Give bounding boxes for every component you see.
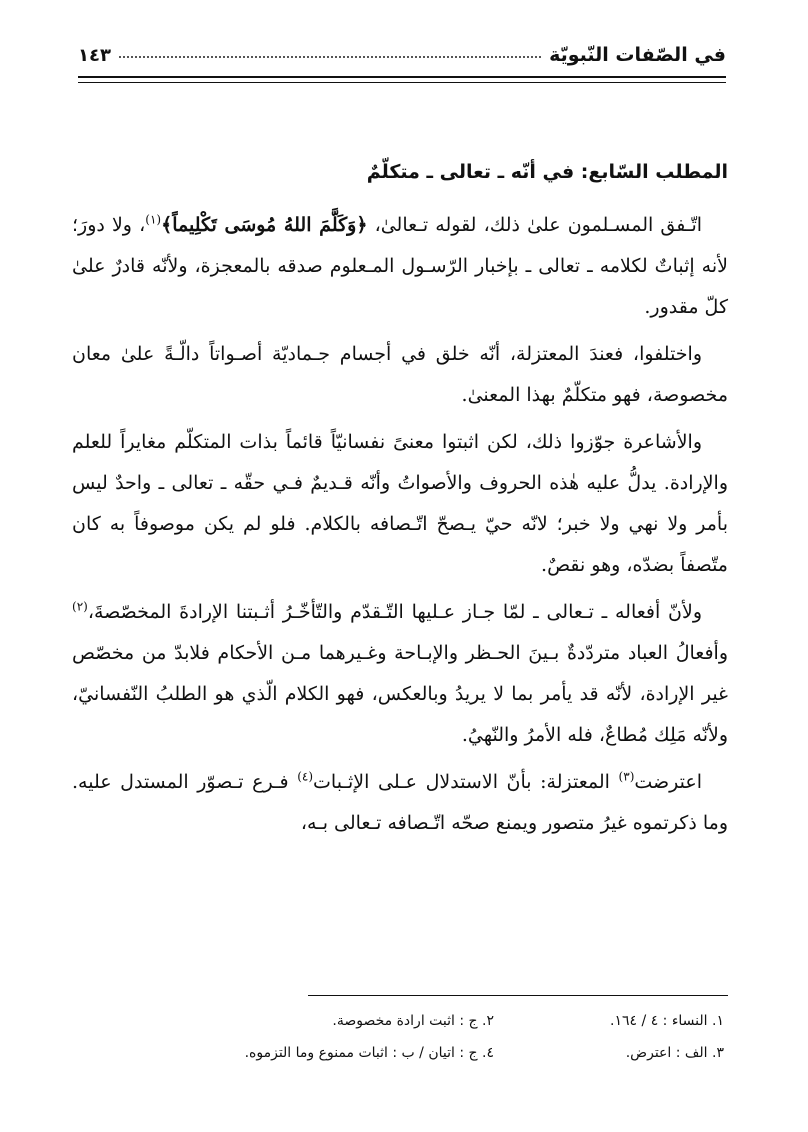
footnote-ref-1: (١) <box>145 212 162 227</box>
paragraph-3: والأشاعرة جوّزوا ذلك، لكن اثبتوا معنىً نفسانيّاً قائماً بذات المتكلّم مغايراً للعلم والإرادة. يدلُّ عليه هٰذه الحروف والأصواتُ وأنّه قـديمٌ فـي حقّه ـ تعالى ـ واحدٌ ليس بأمر ولا نهي ولا خبر؛ لانّه حيّ يـصحّ اتّـصافه بالكلام. فلو لم يكن موصوفاً به كان متّصفاً بضدّه، وهو نقصٌ. <box>72 431 728 576</box>
footnote-separator <box>308 995 728 996</box>
quran-verse: ﴿وَكَلَّمَ اللهُ مُوسَى تَكْلِيماً﴾ <box>161 214 368 236</box>
paragraph-1 <box>72 205 728 328</box>
running-header <box>78 32 726 72</box>
footnotes <box>180 1010 724 1064</box>
footnote-4: ٤. ج : اتيان / ب : اثبات ممنوع وما التزموه. <box>244 1045 494 1061</box>
footnote-ref-3: (٣) <box>618 769 635 784</box>
footnote-ref-4: (٤) <box>297 769 314 784</box>
section-title: المطلب السّابع: في أنّه ـ تعالى ـ متكلّمٌ <box>366 161 728 183</box>
header-dot-leader <box>119 55 541 58</box>
footnote-3: ٣. الف : اعترض. <box>625 1045 724 1061</box>
footnote-ref-2: (٢) <box>72 599 88 614</box>
header-rule-thick <box>78 76 726 78</box>
paragraph-5 <box>72 762 728 844</box>
running-header-title: في الصّفات النّبويّة <box>549 44 726 66</box>
paragraph-4-text-cont: وأفعالُ العباد متردّدةٌ بـينَ الحـظر والإبـاحة وغـيرهما مـن الأحكام فلابدّ من مخصّص غير الإرادة، لأنّه قد يأمر بما لا يريدُ وبالعكس، فهو الكلام الّذي هو الطلبُ النّفسانيّ، ولأنّه مَلِك مُطاعٌ، فله الأمرُ والنّهيُ. <box>72 642 728 746</box>
paragraph-1-text-cont: ، ولا دورَ؛ لأنه إثباتٌ لكلامه ـ تعالى ـ بإخبار الرّسـول المـعلوم صدقه بالمعجزة، ولأنّه قادرٌ علىٰ كلّ مقدور. <box>72 214 728 318</box>
main-text <box>72 152 728 850</box>
paragraph-1-text: اتّـفق المسـلمون علىٰ ذلك، لقوله تـعالىٰ، <box>367 214 703 236</box>
paragraph-4-text: ولأنّ أفعاله ـ تـعالى ـ لمّا جـاز عـليها التّـقدّم والتّأخّـرُ أثـبتنا الإرادةَ المخصّصةَ، <box>87 601 702 623</box>
header-rule-thin <box>78 82 726 83</box>
paragraph-5-text-cont: فـرع تـصوّر المستدل عليه. وما ذكرتموه غيرُ متصور ويمنع صحّه اتّـصافه تـعالى بـه، <box>72 771 728 834</box>
paragraph-5-text: اعترضت <box>634 771 702 793</box>
paragraph-4 <box>72 592 728 756</box>
paragraph-2: واختلفوا، فعندَ المعتزلة، أنّه خلق في أجسام جـماديّة أصـواتاً دالّـةً علىٰ معان مخصوصة، فهو متكلّمٌ بهذا المعنىٰ. <box>72 343 728 406</box>
footnote-1: ١. النساء : ٤ / ١٦٤. <box>610 1013 724 1029</box>
footnote-2: ٢. ج : اثبت ارادة مخصوصة. <box>332 1013 494 1029</box>
paragraph-5-text-mid: المعتزلة: بأنّ الاستدلال عـلى الإثـبات <box>313 771 619 793</box>
page-number: ١٤٣ <box>78 45 111 66</box>
